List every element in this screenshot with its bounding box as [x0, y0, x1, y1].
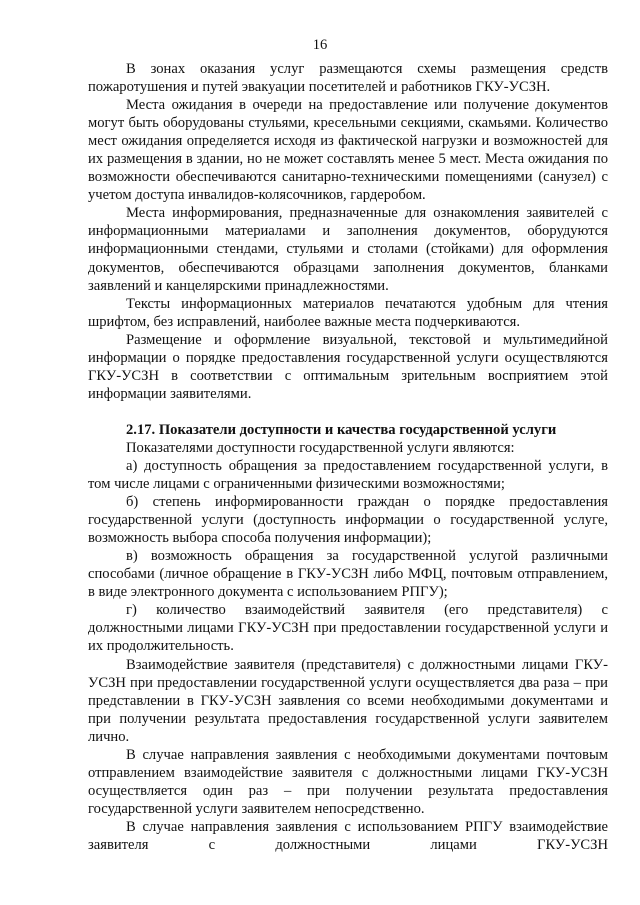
paragraph: Показателями доступности государственной услуги являются: — [126, 439, 515, 456]
section-heading-wrapper — [88, 421, 608, 439]
paragraph: Размещение и оформление визуальной, текстовой и мультимедийной информации о порядке предоставления государственной услуги осуществляются ГКУ-УСЗН в соответствии с оптимальным зрительным восприятием этой информации заявителями. — [88, 331, 608, 402]
paragraph: Места информирования, предназначенные для ознакомления заявителей с информационными материалами и заполнения документов, оборудуются информационными стендами, стульями и столами (стойками) для оформления документов, обеспечиваются образцами заполнения документов, бланками заявлений и канцелярскими принадлежностями. — [88, 205, 608, 294]
paragraph: В случае направления заявления с необходимыми документами почтовым отправлением взаимодействие заявителя с должностными лицами ГКУ-УСЗН осуществляется один раз – при получении результата предоставления государственной услуги заявителем непосредственно. — [88, 746, 608, 817]
section-heading: 2.17. Показатели доступности и качества государственной услуги — [126, 421, 557, 438]
page-number: 16 — [312, 37, 328, 53]
paragraph: В случае направления заявления с использованием РПГУ взаимодействие заявителя с должностными лицами ГКУ-УСЗН — [88, 818, 608, 853]
list-item: г) количество взаимодействий заявителя (его представителя) с должностными лицами ГКУ-УСЗН при предоставлении государственной услуги и их продолжительность. — [88, 602, 608, 655]
paragraph: Места ожидания в очереди на предоставление или получение документов могут быть оборудованы стульями, кресельными секциями, скамьями. Количество мест ожидания определяется исходя из фактической нагрузки и возможностей для их размещения в здании, но не может составлять менее 5 мест. Места ожидания по возможности обеспечиваются санитарно-техническими помещениями (санузел) с учетом доступа инвалидов-колясочников, гардеробом. — [88, 97, 608, 204]
paragraph: Взаимодействие заявителя (представителя) с должностными лицами ГКУ-УСЗН при предоставлении государственной услуги осуществляется два раза – при представлении в ГКУ-УСЗН заявления со всеми необходимыми документами и при получении результата предоставления государственной услуги заявителем лично. — [88, 656, 608, 745]
paragraph: В зонах оказания услуг размещаются схемы размещения средств пожаротушения и путей эвакуации посетителей и работников ГКУ-УСЗН. — [88, 61, 608, 96]
list-item: б) степень информированности граждан о порядке предоставления государственной услуги (доступность информации о государственной услуге, возможность выбора способа получения информации); — [88, 494, 608, 547]
paragraph: Тексты информационных материалов печатаются удобным для чтения шрифтом, без исправлений, наиболее важные места подчеркиваются. — [88, 295, 608, 330]
document-body — [88, 60, 608, 854]
list-item: в) возможность обращения за государственной услугой различными способами (личное обращение в ГКУ-УСЗН либо МФЦ, почтовым отправлением, в виде электронного документа с использованием РПГУ); — [88, 548, 608, 601]
list-item: а) доступность обращения за предоставлением государственной услуги, в том числе лицами с ограниченными физическими возможностями; — [88, 457, 608, 493]
